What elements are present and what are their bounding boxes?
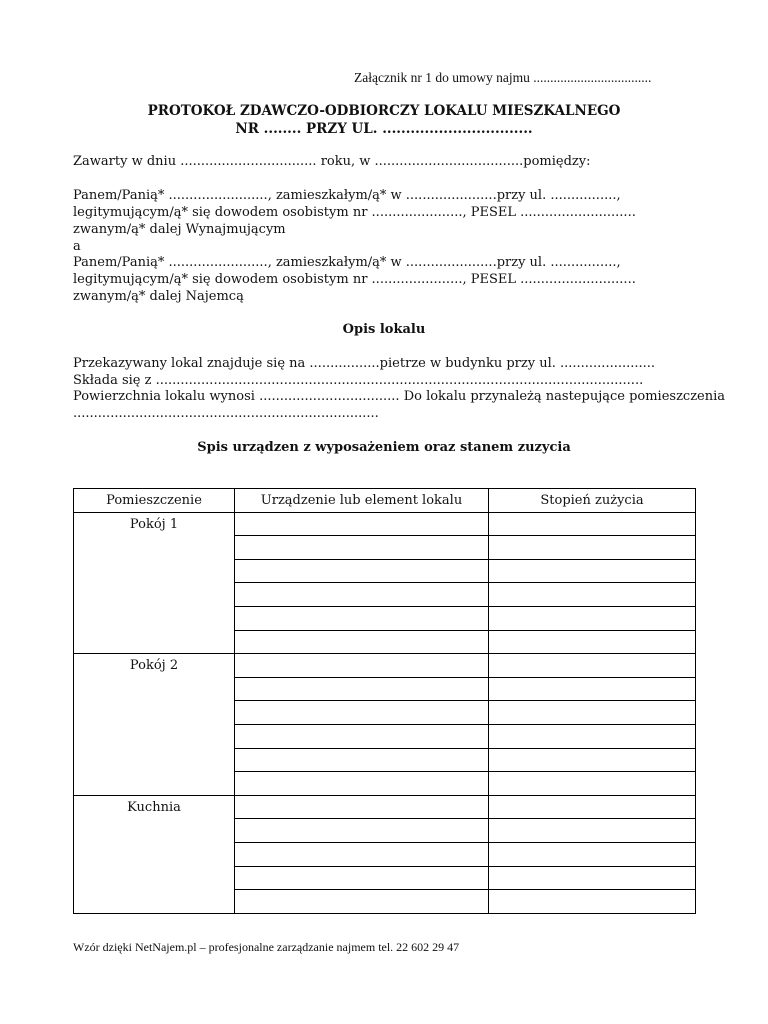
description-line-1: Przekazywany lokal znajduje się na .................pietrze w budynku przy ul. ....................... (73, 356, 656, 371)
wear-cell[interactable] (489, 819, 696, 843)
wear-cell[interactable] (489, 772, 696, 796)
table-row (74, 795, 696, 819)
wear-cell[interactable] (489, 606, 696, 630)
landlord-line-2: legitymującym/ą* się dowodem osobistym nr ......................, PESEL ............................ (73, 205, 636, 220)
wear-cell[interactable] (489, 724, 696, 748)
item-cell[interactable] (235, 842, 489, 866)
description-line-3: Powierzchnia lokalu wynosi .................................. Do lokalu przynależą nastepujące pomieszczenia (73, 389, 726, 404)
item-cell[interactable] (235, 583, 489, 607)
landlord-line-3: zwanym/ą* dalej Wynajmującym (73, 222, 286, 237)
description-line-2: Składa się z ...................................................................................................................... (73, 373, 644, 388)
item-cell[interactable] (235, 512, 489, 536)
document-number-line: NR ........ PRZY UL. ................................ (235, 121, 533, 137)
description-heading: Opis lokalu (342, 322, 426, 337)
wear-cell[interactable] (489, 559, 696, 583)
wear-cell[interactable] (489, 677, 696, 701)
landlord-line-1: Panem/Panią* ........................, zamieszkałym/ą* w ......................przy ul. ................, (73, 188, 621, 203)
item-cell[interactable] (235, 748, 489, 772)
tenant-line-3: zwanym/ą* dalej Najemcą (73, 289, 244, 304)
table-row (74, 654, 696, 678)
room-cell-kuchnia: Kuchnia (74, 795, 235, 913)
item-cell[interactable] (235, 606, 489, 630)
item-cell[interactable] (235, 890, 489, 914)
column-header-room: Pomieszczenie (74, 489, 235, 513)
tenant-line-1: Panem/Panią* ........................, zamieszkałym/ą* w ......................przy ul. ................, (73, 255, 621, 270)
wear-cell[interactable] (489, 536, 696, 560)
item-cell[interactable] (235, 536, 489, 560)
item-cell[interactable] (235, 559, 489, 583)
wear-cell[interactable] (489, 630, 696, 654)
attachment-note: Załącznik nr 1 do umowy najmu ................................... (354, 70, 652, 85)
item-cell[interactable] (235, 630, 489, 654)
table-row (74, 512, 696, 536)
room-cell-pokoj-1: Pokój 1 (74, 512, 235, 654)
description-line-4: .......................................................................... (73, 406, 379, 421)
wear-cell[interactable] (489, 512, 696, 536)
tenant-line-2: legitymującym/ą* się dowodem osobistym nr ......................, PESEL ............................ (73, 272, 636, 287)
wear-cell[interactable] (489, 795, 696, 819)
wear-cell[interactable] (489, 748, 696, 772)
item-cell[interactable] (235, 677, 489, 701)
document-title: PROTOKOŁ ZDAWCZO-ODBIORCZY LOKALU MIESZKALNEGO (147, 103, 621, 119)
wear-cell[interactable] (489, 890, 696, 914)
agreement-intro: Zawarty w dniu ................................. roku, w ....................................pomiędzy: (73, 154, 591, 169)
wear-cell[interactable] (489, 583, 696, 607)
inventory-heading: Spis urządzen z wyposażeniem oraz stanem zuzycia (197, 440, 571, 455)
item-cell[interactable] (235, 724, 489, 748)
wear-cell[interactable] (489, 654, 696, 678)
footer-note: Wzór dzięki NetNajem.pl – profesjonalne zarządzanie najmem tel. 22 602 29 47 (73, 940, 460, 954)
item-cell[interactable] (235, 866, 489, 890)
column-header-wear: Stopień zużycia (489, 489, 696, 513)
wear-cell[interactable] (489, 701, 696, 725)
item-cell[interactable] (235, 819, 489, 843)
inventory-table (73, 488, 696, 914)
item-cell[interactable] (235, 701, 489, 725)
room-cell-pokoj-2: Pokój 2 (74, 654, 235, 796)
table-header-row (74, 489, 696, 513)
wear-cell[interactable] (489, 866, 696, 890)
item-cell[interactable] (235, 654, 489, 678)
item-cell[interactable] (235, 772, 489, 796)
item-cell[interactable] (235, 795, 489, 819)
column-header-item: Urządzenie lub element lokalu (235, 489, 489, 513)
conjunction-text: a (73, 239, 81, 254)
wear-cell[interactable] (489, 842, 696, 866)
